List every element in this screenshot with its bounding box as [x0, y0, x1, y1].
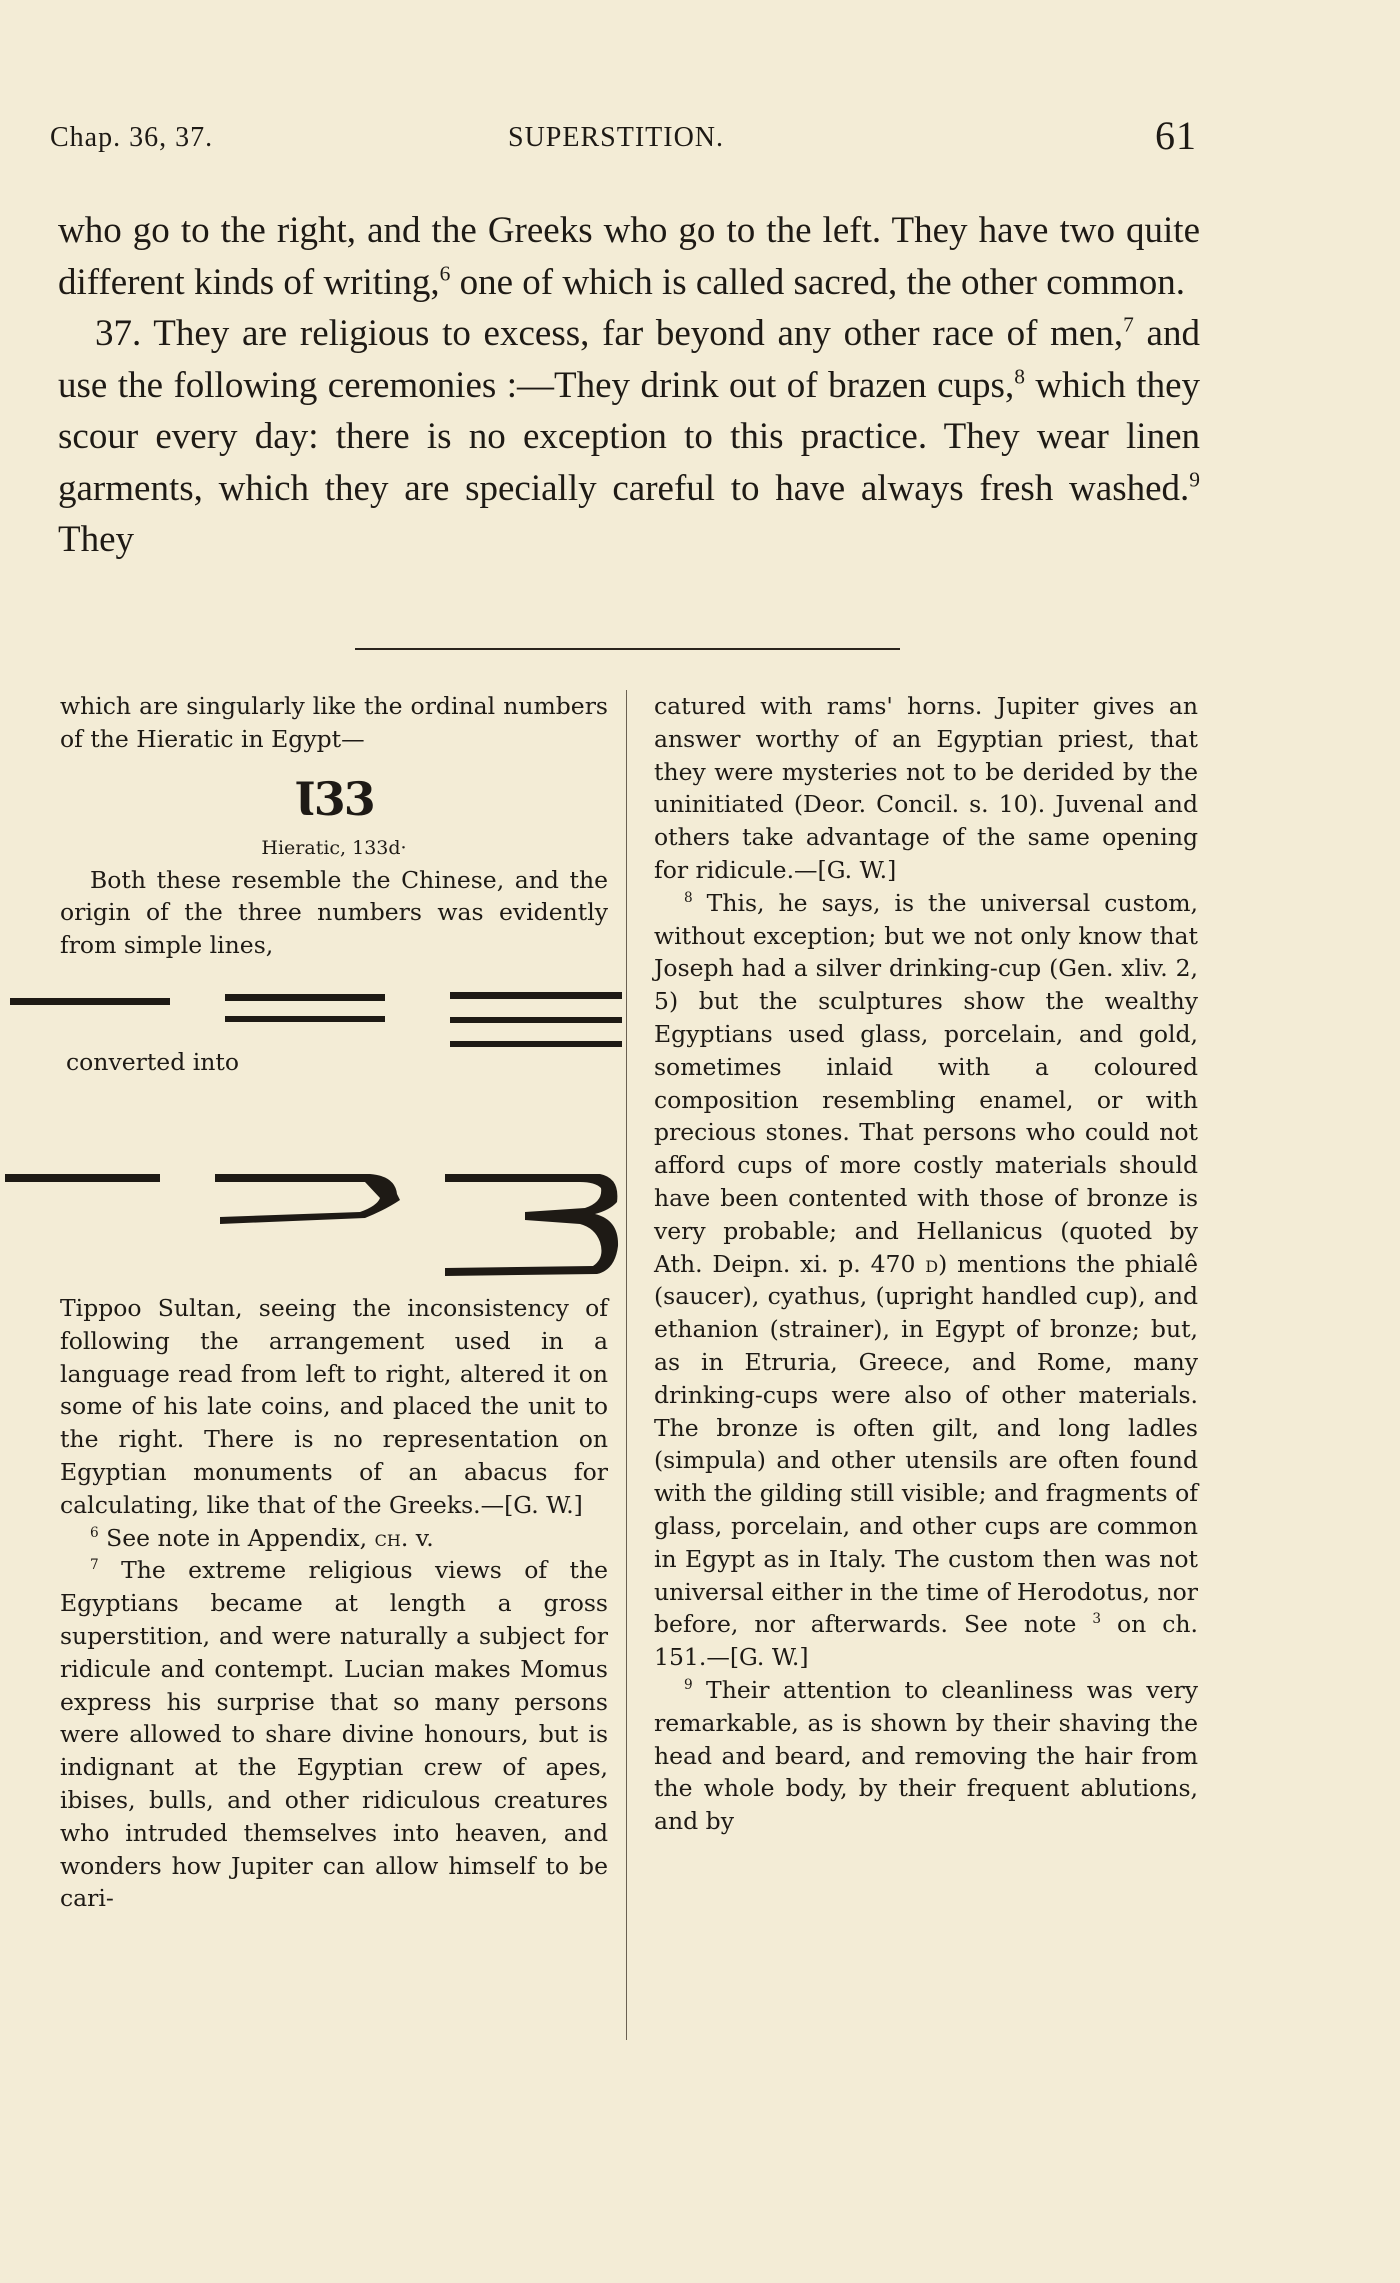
running-head [50, 113, 1200, 158]
footnote-paragraph-tippoo: Tippoo Sultan, seeing the inconsistency of following the arrangement used in a language read from left to right, altered it on some of his late coins, and placed the unit to the right. There is no representation on Egyptian monuments of an abacus for calculating, like that of the Greeks.—[G. W.] [60, 1293, 608, 1519]
footnote-ref-9: 9 [1189, 467, 1200, 492]
page-heading: SUPERSTITION. [508, 122, 725, 153]
converted-numerals-figure [60, 1162, 608, 1292]
footnotes-left-column [60, 690, 608, 1915]
main-paragraph-continuation: who go to the right, and the Greeks who go to the left. They have two quite different kinds of writing,$^6$ one of which is called sacred, the other common. [58, 210, 1200, 303]
footnote-8: $^8$ This, he says, is the universal custom, without exception; but we not only know that Joseph had a silver drinking-cup (Gen. xliv. 2, 5) but the sculptures show the wealthy Egyptians used glass, porcelain, and gold, sometimes inlaid with a coloured composition resembling enamel, or with precious stones. That persons who could not afford cups of more costly materials should have been contented with those of bronze is very probable; and Hellanicus (quoted by Ath. Deipn. xi. p. 470 d) mentions the phialê (saucer), cyathus, (upright handled cup), and ethanion (strainer), in Egypt of bronze; but, as in Etruria, Greece, and Rome, many drinking-cups were also of other materials. The bronze is often gilt, and long ladles (simpula) and other utensils are often found with the gilding still visible; and fragments of glass, porcelain, and other cups are common in Egypt as in Italy. The custom then was not universal either in the time of Herodotus, nor before, nor afterwards. See note $^3$ on ch. 151.—[G. W.] [654, 888, 1198, 1672]
hieratic-numeral-figure: Ɩ33 [294, 771, 374, 826]
main-paragraph-37: 37. They are religious to excess, far beyond any other race of men,$^7$ and use the following ceremonies :—They drink out of brazen cups,$^8$ which they scour every day: there is no exception to this practice. They wear linen garments, which they are specially careful to have always fresh washed.$^9$ They [58, 312, 1201, 560]
page-number: 61 [1155, 113, 1197, 158]
converted-numerals-svg [5, 1162, 625, 1292]
footnote-paragraph: Both these resemble the Chinese, and the origin of the three numbers was evidently from simple lines, [60, 865, 608, 960]
footnote-ref-7: 7 [1123, 312, 1134, 337]
footnote-separator-rule [355, 648, 900, 650]
footnote-6: $^6$ See note in Appendix, ch. v. [90, 1523, 434, 1552]
simple-lines-figure [60, 962, 608, 1162]
hieratic-caption: Hieratic, 133d· [261, 836, 407, 859]
converted-into-label: converted into [66, 1047, 239, 1076]
footnote-7: $^7$ The extreme religious views of the Egyptians became at length a gross superstition, and were naturally a subject for ridicule and contempt. Lucian makes Momus express his surprise that so many persons were allowed to share divine honours, but is indignant at the Egyptian crew of apes, ibises, bulls, and other ridiculous creatures who intruded themselves into heaven, and wonders how Jupiter can allow himself to be cari- [60, 1556, 608, 1913]
column-divider [626, 690, 627, 2040]
chapter-reference: Chap. 36, 37. [50, 122, 214, 153]
footnote-ref-8: 8 [1014, 364, 1025, 389]
footnote-9: $^9$ Their attention to cleanliness was very remarkable, as is shown by their shaving the head and beard, and removing the hair from the whole body, by their frequent ablutions, and by [654, 1675, 1198, 1836]
main-text [58, 205, 1200, 566]
footnote-ref-6: 6 [439, 261, 451, 286]
footnote-7-continuation: catured with rams' horns. Jupiter gives an answer worthy of an Egyptian priest, that they were mysteries not to be derided by the uninitiated (Deor. Concil. s. 10). Juvenal and others take advantage of the same opening for ridicule.—[G. W.] [654, 692, 1198, 884]
footnotes-right-column [654, 690, 1198, 1838]
footnote-continuation: which are singularly like the ordinal numbers of the Hieratic in Egypt— [60, 692, 608, 753]
